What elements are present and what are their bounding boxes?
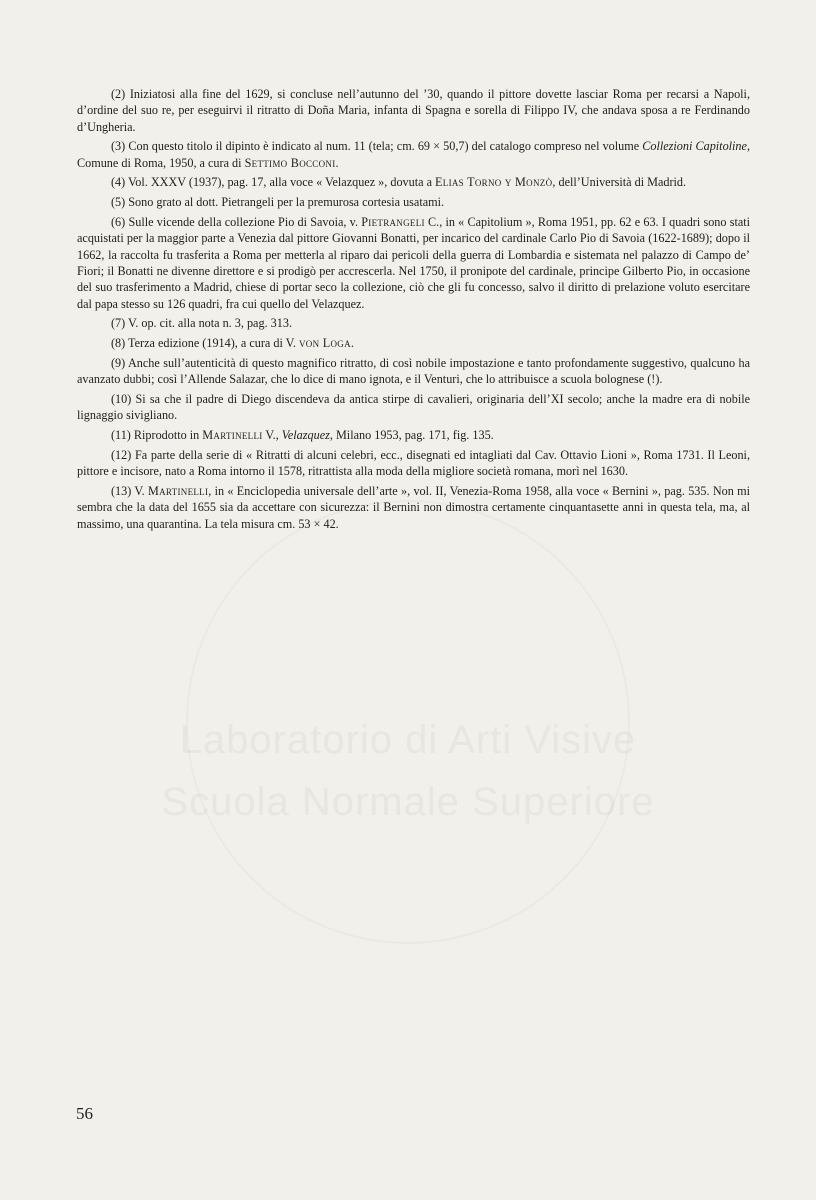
footnote-number: (2) (111, 87, 126, 101)
footnote-number: (13) (111, 484, 132, 499)
watermark-seal (186, 500, 630, 944)
footnote-number: (5) (111, 195, 126, 210)
footnote-text: , Comune di Roma, 1950, a cura di (77, 139, 750, 170)
footnote-number: (11) (111, 428, 131, 443)
footnote-text: V. (134, 484, 148, 499)
footnote-text: Iniziatosi alla fine del 1629, si concluse nell’autunno del ’30, quando il pittore dovette lasciar Roma per recarsi a Napoli, d’ordine del suo re, per eseguirvi il ritratto di Doña Maria, infanta di Spagna e sorella di Filippo IV, che andava sposa a re Ferdinando d’Ungheria. (77, 87, 750, 134)
author-name: Martinelli (202, 428, 263, 443)
footnote-text: V. op. cit. alla nota n. 3, pag. 313. (128, 316, 292, 331)
footnote-text: Anche sull’autenticità di questo magnifico ritratto, di così nobile impostazione e tanto profondamente suggestivo, qualcuno ha avanzato dubbi; così l’Allende Salazar, che lo dice di mano ignota, e il Venturi, che lo attribuisce a scuola bolognese (!). (77, 355, 751, 387)
footnotes (77, 86, 750, 535)
footnote-12 (77, 447, 750, 480)
footnote-6 (77, 214, 750, 312)
footnote-9 (77, 355, 750, 388)
footnote-7 (77, 315, 750, 331)
footnote-text: . (350, 336, 354, 351)
book-title: Velazquez (281, 428, 330, 443)
footnote-number: (12) (111, 447, 132, 462)
watermark-line-2: Scuola Normale Superiore (161, 780, 655, 824)
footnote-text: Terza edizione (1914), a cura di V. (128, 336, 299, 351)
footnote-10 (77, 391, 750, 424)
footnote-4 (77, 174, 750, 190)
author-name: von Loga (299, 336, 351, 351)
footnote-text: Riprodotto in (133, 428, 203, 443)
footnote-text: C., in « Capitolium », Roma 1951, pp. 62 e 63. I quadri sono stati acquistati per la maggior parte a Venezia dal pittore Giovanni Bonatti, per incarico del cardinale Carlo Pio di Savoia (1622-1689); dopo il 1662, la raccolta fu trasferita a Roma per metterla al riparo dai pericoli della guerra di Lombardia e sistemata nel palazzo di Campo de’ Fiori; il Bonatti ne divenne direttore e si prodigò per accrescerla. Nel 1750, il pronipote del cardinale, principe Gilberto Pio, in occasione del suo trasferimento a Madrid, chiese di portar seco la collezione, ciò che gli fu concesso, salvo il diritto di prelazione voluto esercitare dal papa stesso su 126 quadri, fra cui quello del Velazquez. (77, 215, 751, 311)
footnote-text: , Milano 1953, pag. 171, fig. 135. (329, 428, 494, 443)
author-name: Martinelli (147, 484, 209, 499)
footnote-text: , in « Enciclopedia universale dell’arte », vol. II, Venezia-Roma 1958, alla voce « Bernini », pag. 535. Non mi sembra che la data del 1655 sia da accettare con sicurezza: il Bernini non dimostra certamente cinquantasette anni in questa tela, ma, al massimo, una quarantina. La tela misura cm. 53 × 42. (77, 484, 751, 531)
footnote-number: (4) (111, 175, 126, 190)
footnote-number: (9) (111, 355, 126, 370)
footnote-5 (77, 194, 750, 210)
footnote-text: . (335, 155, 339, 170)
author-name: Elias Torno y Monzò (435, 175, 553, 190)
footnote-number: (7) (111, 316, 126, 331)
footnote-3 (77, 138, 750, 171)
footnote-8 (77, 335, 750, 351)
author-name: Pietrangeli (361, 215, 425, 230)
footnote-number: (8) (111, 336, 126, 351)
footnote-11 (77, 427, 750, 443)
footnote-2 (77, 86, 750, 135)
footnote-number: (10) (111, 392, 132, 407)
book-title: Collezioni Capitoline (642, 139, 747, 154)
footnote-text: Vol. XXXV (1937), pag. 17, alla voce « Velazquez », dovuta a (128, 175, 436, 190)
footnote-text: Con questo titolo il dipinto è indicato al num. 11 (tela; cm. 69 × 50,7) del catalogo compreso nel volume (128, 139, 643, 154)
footnote-text: Si sa che il padre di Diego discendeva da antica stirpe di cavalieri, originaria dell’XI secolo; anche la madre era di nobile lignaggio sivigliano. (77, 392, 751, 423)
author-name: Settimo Bocconi (244, 155, 336, 170)
footnote-text: Sono grato al dott. Pietrangeli per la premurosa cortesia usatami. (128, 195, 445, 210)
watermark-line-1: Laboratorio di Arti Visive (179, 718, 637, 762)
footnote-text: , dell’Università di Madrid. (552, 175, 687, 190)
footnote-text: V., (262, 428, 282, 443)
footnote-text: Fa parte della serie di « Ritratti di alcuni celebri, ecc., disegnati ed intagliati dal Cav. Ottavio Lioni », Roma 1731. Il Leoni, pittore e incisore, nato a Roma intorno il 1578, ritrattista alla moda della migliore società romana, morì nel 1630. (77, 447, 750, 479)
footnote-number: (3) (111, 139, 126, 154)
footnote-number: (6) (111, 215, 126, 230)
footnote-text: Sulle vicende della collezione Pio di Savoia, v. (128, 215, 362, 230)
footnote-13 (77, 483, 750, 532)
page-number: 56 (76, 1104, 93, 1123)
